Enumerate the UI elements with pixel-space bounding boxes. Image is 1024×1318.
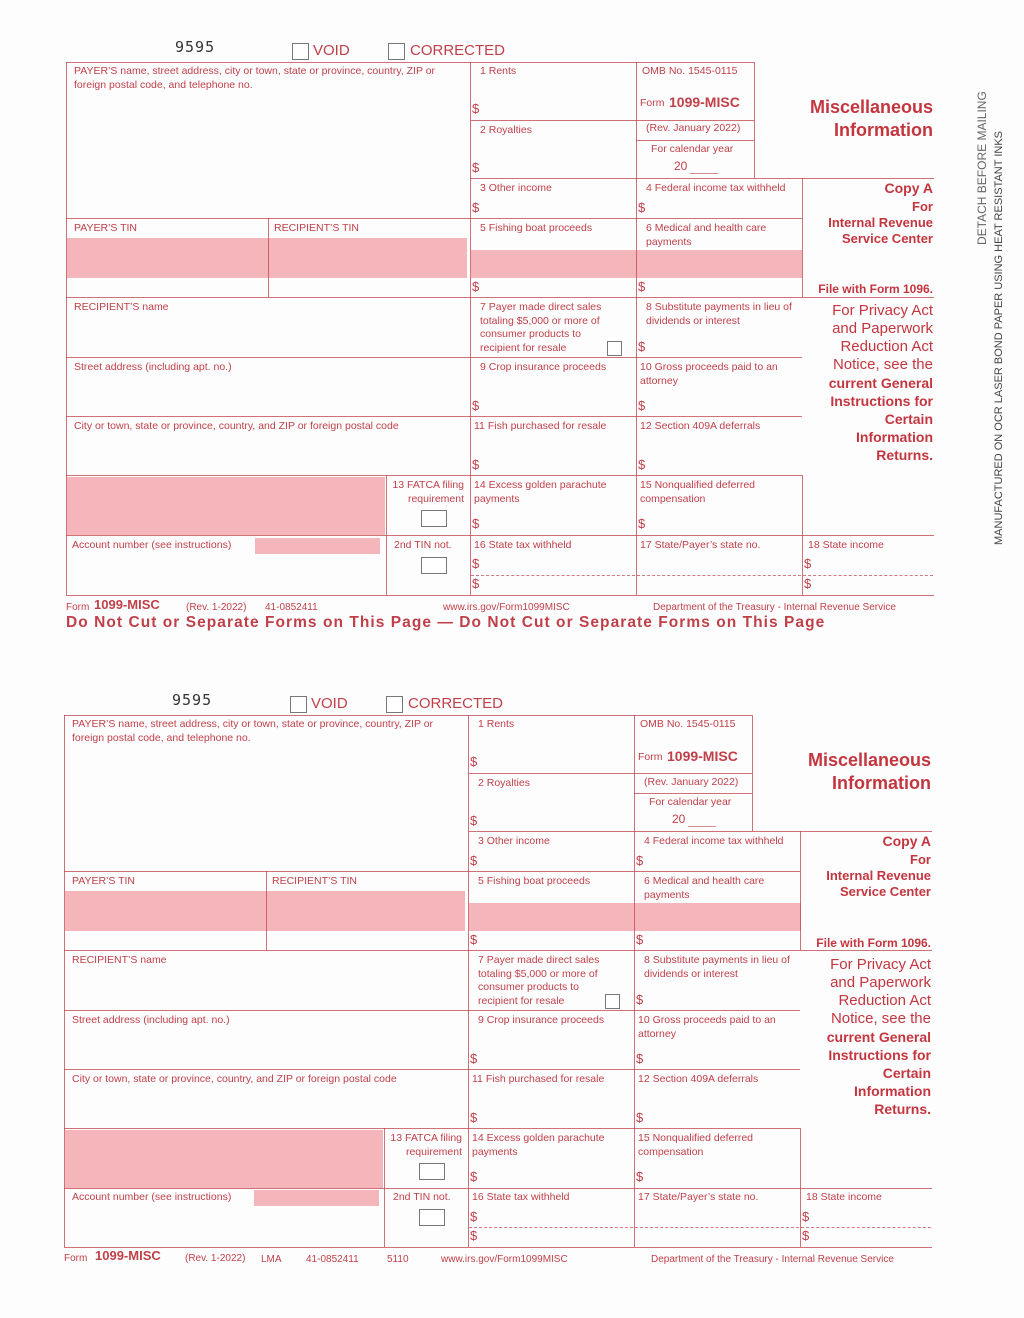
footer-code: 41-0852411	[265, 602, 318, 613]
box6-dollar: $	[636, 932, 644, 947]
file-with-label: File with Form 1096.	[818, 282, 933, 296]
street-label: Street address (including apt. no.)	[72, 1014, 230, 1026]
privacy-line: and Paperwork	[830, 974, 931, 991]
side-margin-text	[968, 60, 1008, 560]
privacy-bold-line: current General	[828, 375, 933, 391]
privacy-bold-line: current General	[826, 1029, 931, 1045]
box6-dollar: $	[638, 279, 646, 294]
account-label: Account number (see instructions)	[72, 539, 232, 551]
city-label: City or town, state or province, country, and ZIP or foreign postal code	[74, 420, 399, 432]
form-rule-line	[752, 715, 753, 831]
calendar-year-label: For calendar year	[649, 796, 732, 808]
box11-label: 11 Fish purchased for resale	[472, 1073, 605, 1085]
footer-rev: (Rev. 1-2022)	[185, 1253, 246, 1264]
title-line-2: Information	[832, 773, 931, 793]
recipient-tin-label: RECIPIENT’S TIN	[274, 222, 359, 234]
irs-line-1: Internal Revenue	[828, 215, 933, 230]
recipient-name-label: RECIPIENT’S name	[74, 301, 169, 313]
form-rule-line	[64, 715, 65, 1247]
file-with-label: File with Form 1096.	[816, 936, 931, 950]
title-line-2: Information	[834, 120, 933, 140]
box17-label: 17 State/Payer’s state no.	[638, 1191, 759, 1203]
copy-a-block	[804, 833, 931, 900]
footer-form-word: Form	[66, 602, 90, 613]
privacy-line: Notice, see the	[830, 1010, 931, 1027]
irs-line-2: Service Center	[841, 231, 933, 246]
box14-dollar: $	[470, 1169, 478, 1184]
account-highlight	[254, 1190, 379, 1206]
form-title	[760, 96, 933, 142]
box8-dollar: $	[638, 339, 646, 354]
form-rule-line	[64, 1069, 800, 1070]
second-tin-checkbox[interactable]	[421, 557, 447, 574]
form-rule-line	[64, 715, 752, 716]
box2-dollar: $	[470, 813, 478, 828]
form-rule-line	[268, 218, 269, 297]
box2-dollar: $	[472, 160, 480, 175]
box10-label: 10 Gross proceeds paid to an attorney	[640, 361, 778, 387]
footer-code: 41-0852411	[306, 1254, 359, 1265]
form-rule-line	[800, 1128, 801, 1247]
corrected-label: CORRECTED	[408, 695, 504, 712]
form-rule-line	[66, 62, 67, 595]
form-name: 1099-MISC	[667, 748, 738, 764]
form-word: Form	[640, 97, 665, 109]
box14-dollar: $	[472, 516, 480, 531]
box15-label: 15 Nonqualified deferred compensation	[638, 1132, 753, 1158]
box12-dollar: $	[638, 457, 646, 472]
fatca-label: 13 FATCA filing requirement	[390, 1132, 462, 1158]
year-prefix: 20	[672, 812, 686, 826]
box5-label: 5 Fishing boat proceeds	[478, 875, 591, 887]
form-code: 9595	[172, 691, 213, 709]
form-1099-copy-2	[0, 653, 960, 1293]
form-rule-line	[66, 218, 802, 219]
box18-label: 18 State income	[806, 1191, 882, 1203]
form-rule-line	[690, 173, 718, 174]
form-rule-line	[634, 793, 752, 794]
box7-label: 7 Payer made direct sales totaling $5,000 or more of consumer products to recipient for resale	[478, 954, 600, 1007]
irs-line-2: Service Center	[839, 884, 931, 899]
box15-label: 15 Nonqualified deferred compensation	[640, 479, 755, 505]
form-rule-line	[64, 1010, 800, 1011]
privacy-line: For Privacy Act	[830, 956, 931, 973]
box4-dollar: $	[636, 853, 644, 868]
payer-label: PAYER’S name, street address, city or town, state or province, country, ZIP or foreign postal code, and telephone no.	[74, 65, 436, 91]
form-rule-line	[469, 773, 752, 774]
privacy-block	[804, 956, 931, 1118]
form-rule-line	[66, 297, 934, 298]
irs-line-1: Internal Revenue	[826, 868, 931, 883]
form-1099-copy-1	[0, 0, 960, 640]
title-line-1: Miscellaneous	[807, 750, 931, 770]
payer-tin-label: PAYER’S TIN	[72, 875, 136, 887]
privacy-bold-line: Instructions for	[830, 393, 933, 409]
box18-dollar-2: $	[802, 1228, 810, 1243]
city-label: City or town, state or province, country, and ZIP or foreign postal code	[72, 1073, 397, 1085]
fatca-checkbox[interactable]	[419, 1163, 445, 1180]
for-label: For	[912, 199, 933, 214]
form-rule-line	[688, 826, 716, 827]
blank-highlight	[67, 477, 385, 535]
account-highlight	[255, 538, 380, 554]
recipient-tin-label: RECIPIENT’S TIN	[272, 875, 357, 887]
form-rule-line	[66, 595, 934, 596]
form-name: 1099-MISC	[669, 94, 740, 110]
box1-label: 1 Rents	[480, 65, 517, 77]
box12-label: 12 Section 409A deferrals	[640, 420, 761, 432]
footer-num: 5110	[387, 1254, 409, 1265]
omb-label: OMB No. 1545-0115	[640, 718, 736, 730]
box16-label: 16 State tax withheld	[472, 1191, 570, 1203]
box16-label: 16 State tax withheld	[474, 539, 572, 551]
box18-dollar-2: $	[804, 576, 812, 591]
corrected-label: CORRECTED	[410, 42, 506, 59]
form-rule-line	[66, 62, 754, 63]
corrected-checkbox[interactable]	[388, 43, 405, 60]
box11-dollar: $	[470, 1110, 478, 1125]
box18-dollar-1: $	[804, 556, 812, 571]
privacy-line: Reduction Act	[838, 992, 931, 1009]
form-rule-line	[66, 357, 802, 358]
footer-form-word: Form	[64, 1253, 88, 1264]
box1-dollar: $	[470, 754, 478, 769]
box9-dollar: $	[470, 1051, 478, 1066]
copy-a-block	[806, 180, 933, 247]
box7-checkbox[interactable]	[607, 341, 622, 356]
fatca-checkbox[interactable]	[421, 510, 447, 527]
box4-label: 4 Federal income tax withheld	[644, 835, 784, 847]
box18-dollar-1: $	[802, 1209, 810, 1224]
box8-label: 8 Substitute payments in lieu of dividends or interest	[644, 954, 790, 980]
form-rule-line	[64, 1128, 800, 1129]
street-label: Street address (including apt. no.)	[74, 361, 232, 373]
privacy-bold-line: Certain	[882, 1065, 931, 1081]
form-rule-line	[802, 178, 803, 297]
form-rule-line	[64, 950, 932, 951]
privacy-line: Reduction Act	[840, 338, 933, 355]
form-rule-line	[471, 575, 801, 576]
box5-6-highlight	[469, 903, 801, 931]
footer-dept: Department of the Treasury - Internal Revenue Service	[651, 1254, 894, 1265]
payer-label: PAYER’S name, street address, city or town, state or province, country, ZIP or foreign postal code, and telephone no.	[72, 718, 434, 744]
payer-tin-label: PAYER’S TIN	[74, 222, 138, 234]
form-rule-line	[636, 62, 637, 595]
privacy-bold-line: Instructions for	[828, 1047, 931, 1063]
blank-highlight	[65, 1130, 383, 1188]
omb-label: OMB No. 1545-0115	[642, 65, 738, 77]
tin-highlight	[67, 238, 467, 278]
form-code: 9595	[175, 38, 216, 56]
form-rule-line	[266, 871, 267, 950]
privacy-bold-line: Information	[854, 1083, 931, 1099]
box9-dollar: $	[472, 398, 480, 413]
form-rule-line	[636, 140, 754, 141]
footer-dept: Department of the Treasury - Internal Revenue Service	[653, 602, 896, 613]
form-rule-line	[800, 831, 801, 950]
footer-lma: LMA	[261, 1254, 282, 1265]
box12-dollar: $	[636, 1110, 644, 1125]
detach-text: DETACH BEFORE MAILING	[975, 91, 989, 245]
manufactured-text: MANUFACTURED ON OCR LASER BOND PAPER USING HEAT RESISTANT INKS	[993, 131, 1005, 545]
box12-label: 12 Section 409A deferrals	[638, 1073, 759, 1085]
privacy-bold-line: Information	[856, 429, 933, 445]
box16-dollar-1: $	[470, 1209, 478, 1224]
form-rule-line	[803, 575, 933, 576]
box16-dollar-1: $	[472, 556, 480, 571]
form-word: Form	[638, 751, 663, 763]
corrected-checkbox[interactable]	[386, 696, 403, 713]
privacy-bold-line: Returns.	[876, 447, 933, 463]
copy-a-label: Copy A	[882, 833, 931, 849]
box14-label: 14 Excess golden parachute payments	[472, 1132, 605, 1158]
footer-rev: (Rev. 1-2022)	[186, 602, 247, 613]
second-tin-label: 2nd TIN not.	[393, 1191, 451, 1203]
account-label: Account number (see instructions)	[72, 1191, 232, 1203]
box5-dollar: $	[470, 932, 478, 947]
box8-dollar: $	[636, 992, 644, 1007]
privacy-block	[806, 302, 933, 464]
box6-label: 6 Medical and health care payments	[646, 222, 767, 248]
privacy-bold-line: Certain	[884, 411, 933, 427]
form-rule-line	[468, 715, 469, 1247]
box3-dollar: $	[470, 853, 478, 868]
form-rule-line	[801, 1227, 931, 1228]
privacy-line: and Paperwork	[832, 320, 933, 337]
form-rule-line	[64, 871, 800, 872]
box15-dollar: $	[638, 516, 646, 531]
do-not-cut-notice: Do Not Cut or Separate Forms on This Page — Do Not Cut or Separate Forms on This Page	[66, 614, 826, 631]
box3-label: 3 Other income	[480, 182, 552, 194]
form-rule-line	[469, 831, 932, 832]
box3-dollar: $	[472, 200, 480, 215]
privacy-line: For Privacy Act	[832, 302, 933, 319]
form-rule-line	[64, 1188, 932, 1189]
form-rule-line	[64, 1247, 932, 1248]
box11-label: 11 Fish purchased for resale	[474, 420, 607, 432]
void-checkbox[interactable]	[290, 696, 307, 713]
footer-form-name: 1099-MISC	[95, 1248, 161, 1263]
box7-checkbox[interactable]	[605, 994, 620, 1009]
box16-dollar-2: $	[472, 576, 480, 591]
void-checkbox[interactable]	[292, 43, 309, 60]
box1-label: 1 Rents	[478, 718, 515, 730]
calendar-year-label: For calendar year	[651, 143, 734, 155]
rev-label: (Rev. January 2022)	[646, 122, 741, 134]
form-rule-line	[66, 416, 802, 417]
second-tin-checkbox[interactable]	[419, 1209, 445, 1226]
box15-dollar: $	[636, 1169, 644, 1184]
form-title	[758, 749, 931, 795]
box5-dollar: $	[472, 279, 480, 294]
tin-highlight	[65, 891, 465, 931]
copy-a-label: Copy A	[884, 180, 933, 196]
box3-label: 3 Other income	[478, 835, 550, 847]
void-label: VOID	[311, 695, 348, 712]
box10-label: 10 Gross proceeds paid to an attorney	[638, 1014, 776, 1040]
box16-dollar-2: $	[470, 1228, 478, 1243]
box17-label: 17 State/Payer’s state no.	[640, 539, 761, 551]
box9-label: 9 Crop insurance proceeds	[480, 361, 607, 373]
box2-label: 2 Royalties	[480, 124, 532, 136]
footer-url: www.irs.gov/Form1099MISC	[441, 1254, 568, 1265]
for-label: For	[910, 852, 931, 867]
form-rule-line	[754, 62, 755, 178]
box9-label: 9 Crop insurance proceeds	[478, 1014, 605, 1026]
side-text-svg	[968, 60, 1008, 560]
form-rule-line	[470, 62, 471, 595]
void-label: VOID	[313, 42, 350, 59]
box4-label: 4 Federal income tax withheld	[646, 182, 786, 194]
privacy-bold-line: Returns.	[874, 1101, 931, 1117]
second-tin-label: 2nd TIN not.	[394, 539, 452, 551]
box4-dollar: $	[638, 200, 646, 215]
box10-dollar: $	[638, 398, 646, 413]
form-rule-line	[802, 475, 803, 595]
footer-url: www.irs.gov/Form1099MISC	[443, 602, 570, 613]
form-rule-line	[469, 1227, 799, 1228]
box8-label: 8 Substitute payments in lieu of dividends or interest	[646, 301, 792, 327]
form-rule-line	[386, 475, 387, 595]
recipient-name-label: RECIPIENT’S name	[72, 954, 167, 966]
form-rule-line	[66, 475, 802, 476]
rev-label: (Rev. January 2022)	[644, 776, 739, 788]
footer-form-name: 1099-MISC	[94, 597, 160, 612]
box2-label: 2 Royalties	[478, 777, 530, 789]
box10-dollar: $	[636, 1051, 644, 1066]
year-prefix: 20	[674, 159, 688, 173]
fatca-label: 13 FATCA filing requirement	[392, 479, 464, 505]
form-rule-line	[384, 1128, 385, 1247]
form-rule-line	[66, 535, 934, 536]
form-rule-line	[634, 715, 635, 1247]
box6-label: 6 Medical and health care payments	[644, 875, 765, 901]
box14-label: 14 Excess golden parachute payments	[474, 479, 607, 505]
form-rule-line	[471, 178, 934, 179]
box18-label: 18 State income	[808, 539, 884, 551]
box11-dollar: $	[472, 457, 480, 472]
box5-label: 5 Fishing boat proceeds	[480, 222, 593, 234]
box7-label: 7 Payer made direct sales totaling $5,000 or more of consumer products to recipient for resale	[480, 301, 602, 354]
form-rule-line	[471, 120, 754, 121]
box1-dollar: $	[472, 101, 480, 116]
privacy-line: Notice, see the	[832, 356, 933, 373]
title-line-1: Miscellaneous	[809, 97, 933, 117]
